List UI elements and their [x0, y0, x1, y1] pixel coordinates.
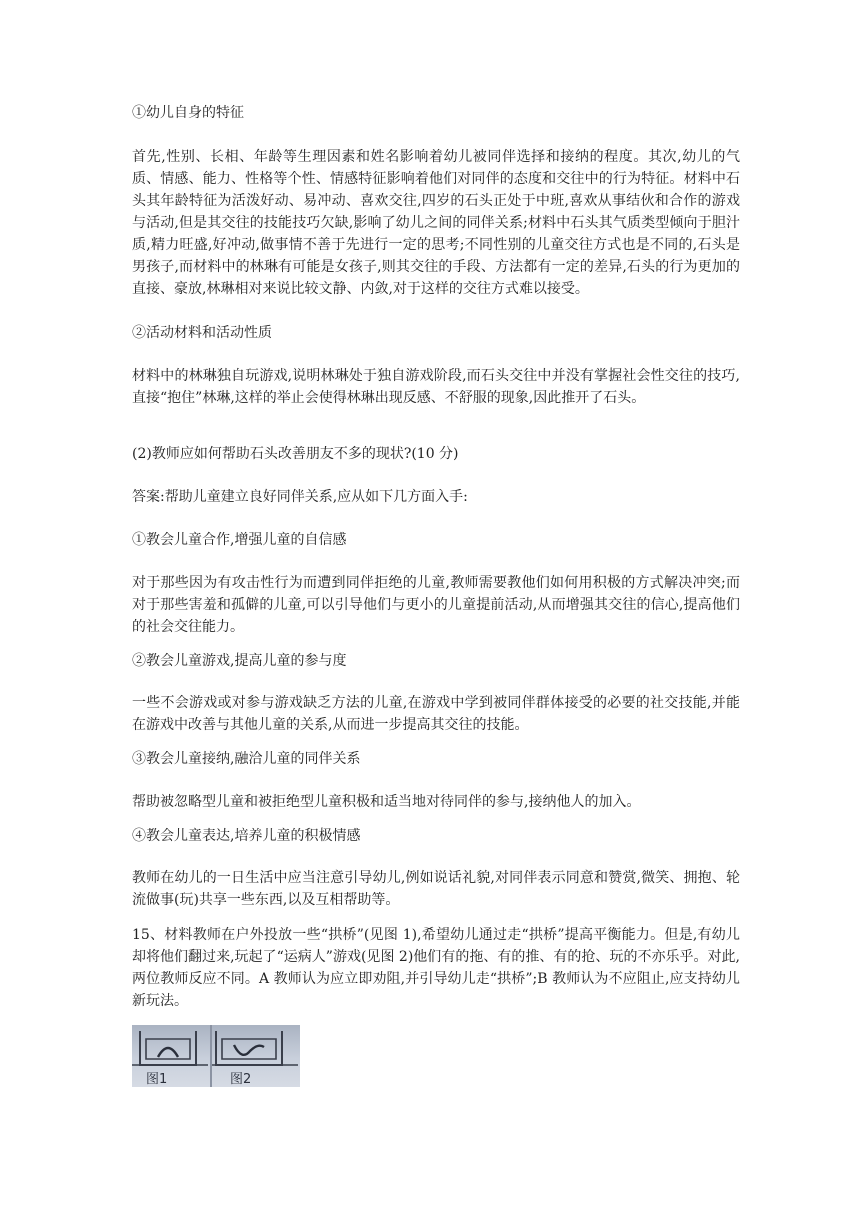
figure-1-label: 图1 — [146, 1072, 168, 1087]
paragraph-acceptance: 帮助被忽略型儿童和被拒绝型儿童积极和适当地对待同伴的参与,接纳他人的加入。 — [132, 794, 641, 810]
flipped-bridge-sketch — [212, 1025, 300, 1087]
paragraph-child-traits: 首先,性别、长相、年龄等生理因素和姓名影响着幼儿被同伴选择和接纳的程度。其次,幼儿的气质、情感、能力、性格等个性、情感特征影响着他们对同伴的态度和交往中的行为特征。材料中石头其年龄特征为活泼好动、易冲动、喜欢交往,四岁的石头正处于中班,喜欢从事结伙和合作的游戏与活动,但是其交往的技能技巧欠缺,影响了幼儿之间的同伴关系;材料中石头其气质类型倾向于胆汁质,精力旺盛,好冲动,做事情不善于先进行一定的思考;不同性别的儿童交往方式也是不同的,石头是男孩子,而材料中的林琳有可能是女孩子,则其交往的手段、方法都有一定的差异,石头的行为更加的直接、豪放,林琳相对来说比较文静、内敛,对于这样的交往方式难以接受。 — [132, 149, 740, 297]
question-15-material: 15、材料教师在户外投放一些“拱桥”(见图 1),希望幼儿通过走“拱桥”提高平衡能力。但是,有幼儿却将他们翻过来,玩起了“运病人”游戏(见图 2)他们有的拖、有的推、有的抢、玩的不亦乐乎。对此,两位教师反应不同。A 教师认为应立即劝阻,并引导幼儿走“拱桥”;B 教师认为不应阻止,应支持幼儿新玩法。 — [132, 927, 740, 1009]
answer-intro: 答案:帮助儿童建立良好同伴关系,应从如下几方面入手: — [132, 489, 468, 505]
subheading-cooperation: ①教会儿童合作,增强儿童的自信感 — [132, 532, 347, 548]
paragraph-activity-materials: 材料中的林琳独自玩游戏,说明林琳处于独自游戏阶段,而石头交往中并没有掌握社会性交往的技巧,直接“抱住”林琳,这样的举止会使得林琳出现反感、不舒服的现象,因此推开了石头。 — [132, 368, 740, 406]
arch-bridge-figure — [132, 1025, 300, 1087]
subheading-games: ②教会儿童游戏,提高儿童的参与度 — [132, 653, 347, 669]
arch-bridge-sketch — [132, 1025, 210, 1087]
figure-2-label: 图2 — [230, 1072, 252, 1087]
figure-2-sketch — [212, 1025, 300, 1087]
subheading-activity-materials: ②活动材料和活动性质 — [132, 325, 272, 341]
subheading-child-traits: ①幼儿自身的特征 — [132, 105, 244, 121]
subheading-acceptance: ③教会儿童接纳,融洽儿童的同伴关系 — [132, 751, 361, 767]
question-2: (2)教师应如何帮助石头改善朋友不多的现状?(10 分) — [132, 446, 459, 462]
figure-1-sketch — [132, 1025, 212, 1087]
paragraph-games: 一些不会游戏或对参与游戏缺乏方法的儿童,在游戏中学到被同伴群体接受的必要的社交技能,并能在游戏中改善与其他儿童的关系,从而进一步提高其交往的技能。 — [132, 695, 740, 733]
paragraph-expression: 教师在幼儿的一日生活中应当注意引导幼儿,例如说话礼貌,对同伴表示同意和赞赏,微笑、拥抱、轮流做事(玩)共享一些东西,以及互相帮助等。 — [132, 870, 740, 908]
paragraph-cooperation: 对于那些因为有攻击性行为而遭到同伴拒绝的儿童,教师需要教他们如何用积极的方式解决冲突;而对于那些害羞和孤僻的儿童,可以引导他们与更小的儿童提前活动,从而增强其交往的信心,提高他们的社会交往能力。 — [132, 575, 740, 635]
subheading-expression: ④教会儿童表达,培养儿童的积极情感 — [132, 828, 361, 844]
